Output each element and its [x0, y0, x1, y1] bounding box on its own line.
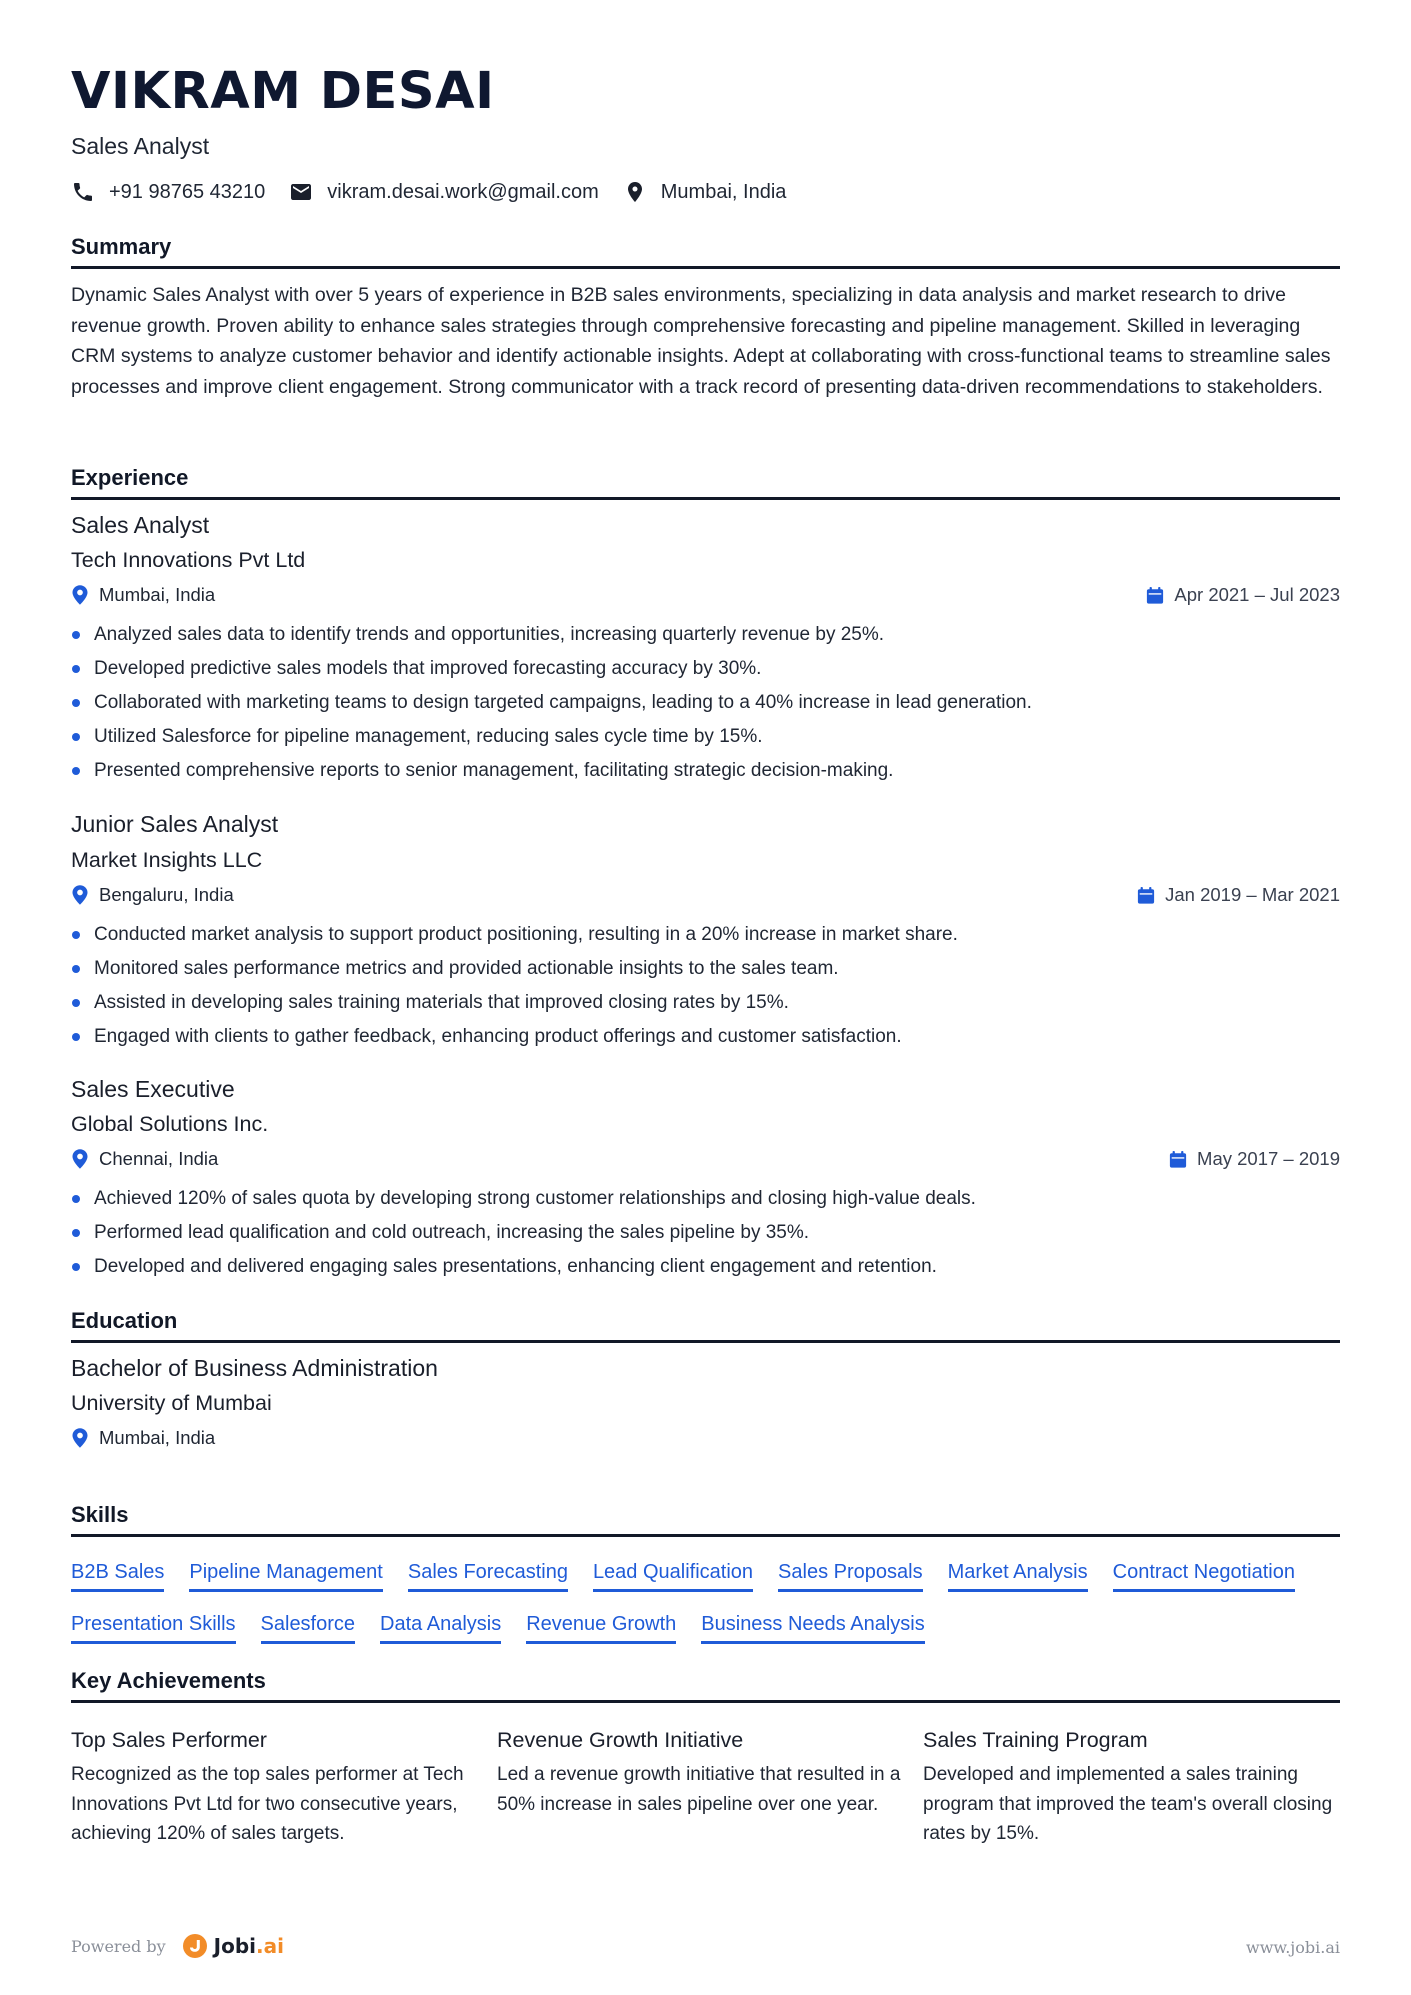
job-location: [71, 884, 234, 906]
contact-phone[interactable]: [71, 180, 265, 204]
job-location-text: Bengaluru, India: [99, 884, 234, 905]
email-text: vikram.desai.work@gmail.com: [327, 180, 599, 203]
list-item: Conducted market analysis to support product positioning, resulting in a 20% increase in market share.: [71, 918, 1340, 952]
job-company: Global Solutions Inc.: [71, 1112, 269, 1136]
job-location: [71, 1148, 218, 1170]
achievement-title: Sales Training Program: [923, 1728, 1148, 1752]
list-item: Achieved 120% of sales quota by developing strong customer relationships and closing high-value deals.: [71, 1182, 1340, 1216]
job-title: Sales Analyst: [71, 512, 210, 538]
skills-list: [71, 1560, 1346, 1664]
education-location: [71, 1427, 215, 1449]
location-pin-icon: [71, 1148, 89, 1170]
phone-icon: [71, 180, 95, 204]
summary-divider: [71, 266, 1340, 269]
job-dates: [1137, 884, 1340, 906]
list-item: Presented comprehensive reports to senior management, facilitating strategic decision-making.: [71, 754, 1340, 788]
candidate-role: Sales Analyst: [71, 133, 210, 159]
achievements-divider: [71, 1700, 1340, 1703]
skill-tag[interactable]: Sales Forecasting: [408, 1560, 568, 1592]
skill-tag[interactable]: Pipeline Management: [189, 1560, 382, 1592]
location-pin-icon: [71, 884, 89, 906]
job-company: Market Insights LLC: [71, 848, 263, 872]
job-dates-text: May 2017 – 2019: [1197, 1148, 1340, 1169]
skill-tag[interactable]: Contract Negotiation: [1113, 1560, 1295, 1592]
contact-info: [71, 180, 810, 204]
calendar-icon: [1137, 886, 1155, 905]
location-pin-icon: [71, 584, 89, 606]
location-pin-icon: [623, 180, 647, 204]
skill-tag[interactable]: Revenue Growth: [526, 1612, 676, 1644]
contact-email[interactable]: [289, 180, 598, 204]
achievement-title: Top Sales Performer: [71, 1728, 267, 1752]
list-item: Performed lead qualification and cold outreach, increasing the sales pipeline by 35%.: [71, 1216, 1340, 1250]
achievement-card: [71, 1726, 491, 1849]
achievement-text: Developed and implemented a sales training program that improved the team's overall closing rates by 15%.: [923, 1764, 1333, 1844]
skills-heading: Skills: [71, 1502, 129, 1527]
job-bullets: [71, 618, 1340, 788]
job-company: Tech Innovations Pvt Ltd: [71, 548, 306, 572]
skill-tag[interactable]: B2B Sales: [71, 1560, 164, 1592]
list-item: Developed predictive sales models that improved forecasting accuracy by 30%.: [71, 652, 1340, 686]
list-item: Monitored sales performance metrics and provided actionable insights to the sales team.: [71, 952, 1340, 986]
jobi-logo-icon: [182, 1933, 208, 1959]
phone-text: +91 98765 43210: [109, 180, 266, 203]
footer-site-link[interactable]: www.jobi.ai: [1246, 1938, 1340, 1957]
powered-by[interactable]: [71, 1933, 284, 1959]
skill-tag[interactable]: Salesforce: [261, 1612, 356, 1644]
list-item: Collaborated with marketing teams to design targeted campaigns, leading to a 40% increase in lead generation.: [71, 686, 1340, 720]
candidate-name: VIKRAM DESAI: [71, 62, 495, 121]
skill-tag[interactable]: Data Analysis: [380, 1612, 501, 1644]
contact-location: [623, 180, 787, 204]
list-item: Engaged with clients to gather feedback, enhancing product offerings and customer satisfaction.: [71, 1020, 1340, 1054]
experience-heading: Experience: [71, 465, 189, 490]
brand-suffix: .ai: [256, 1934, 284, 1958]
job-title: Sales Executive: [71, 1076, 235, 1102]
achievement-card: [497, 1726, 917, 1819]
calendar-icon: [1169, 1150, 1187, 1169]
calendar-icon: [1146, 586, 1164, 605]
job-bullets: [71, 1182, 1340, 1284]
list-item: Developed and delivered engaging sales presentations, enhancing client engagement and retention.: [71, 1250, 1340, 1284]
education-school: University of Mumbai: [71, 1391, 272, 1415]
powered-by-label: Powered by: [71, 1936, 166, 1956]
achievement-card: [923, 1726, 1343, 1849]
location-text: Mumbai, India: [660, 180, 787, 203]
mail-icon: [289, 180, 313, 204]
skill-tag[interactable]: Lead Qualification: [593, 1560, 753, 1592]
experience-divider: [71, 497, 1340, 500]
job-location: [71, 584, 215, 606]
list-item: Assisted in developing sales training materials that improved closing rates by 15%.: [71, 986, 1340, 1020]
job-dates-text: Jan 2019 – Mar 2021: [1165, 884, 1340, 905]
list-item: Utilized Salesforce for pipeline management, reducing sales cycle time by 15%.: [71, 720, 1340, 754]
skill-tag[interactable]: Business Needs Analysis: [701, 1612, 924, 1644]
list-item: Analyzed sales data to identify trends and opportunities, increasing quarterly revenue by 25%.: [71, 618, 1340, 652]
job-dates-text: Apr 2021 – Jul 2023: [1174, 584, 1340, 605]
education-heading: Education: [71, 1308, 178, 1333]
location-pin-icon: [71, 1427, 89, 1449]
job-dates: [1169, 1148, 1340, 1170]
brand-main: Jobi: [213, 1934, 256, 1958]
job-dates: [1146, 584, 1340, 606]
job-title: Junior Sales Analyst: [71, 811, 279, 837]
job-location-text: Chennai, India: [99, 1148, 219, 1169]
education-location-text: Mumbai, India: [99, 1427, 216, 1448]
summary-text: Dynamic Sales Analyst with over 5 years of experience in B2B sales environments, specializing in data analysis and market research to drive revenue growth. Proven ability to enhance sales strategies through comprehensive forecasting and pipeline management. Skilled in leveraging CRM systems to analyze customer behavior and identify actionable insights. Adept at collaborating with cross-functional teams to streamline sales processes and improve client engagement. Strong communicator with a track record of presenting data-driven recommendations to stakeholders.: [71, 284, 1331, 398]
achievements-heading: Key Achievements: [71, 1668, 266, 1693]
job-location-text: Mumbai, India: [99, 584, 216, 605]
jobi-brand: [214, 1934, 284, 1958]
achievement-text: Led a revenue growth initiative that resulted in a 50% increase in sales pipeline over one year.: [497, 1764, 901, 1815]
skill-tag[interactable]: Presentation Skills: [71, 1612, 236, 1644]
skill-tag[interactable]: Market Analysis: [948, 1560, 1088, 1592]
education-divider: [71, 1340, 1340, 1343]
achievement-title: Revenue Growth Initiative: [497, 1728, 744, 1752]
achievement-text: Recognized as the top sales performer at Tech Innovations Pvt Ltd for two consecutive years, achieving 120% of sales targets.: [71, 1764, 464, 1844]
summary-heading: Summary: [71, 234, 172, 259]
education-degree: Bachelor of Business Administration: [71, 1355, 438, 1381]
skills-divider: [71, 1534, 1340, 1537]
skill-tag[interactable]: Sales Proposals: [778, 1560, 923, 1592]
job-bullets: [71, 918, 1340, 1054]
